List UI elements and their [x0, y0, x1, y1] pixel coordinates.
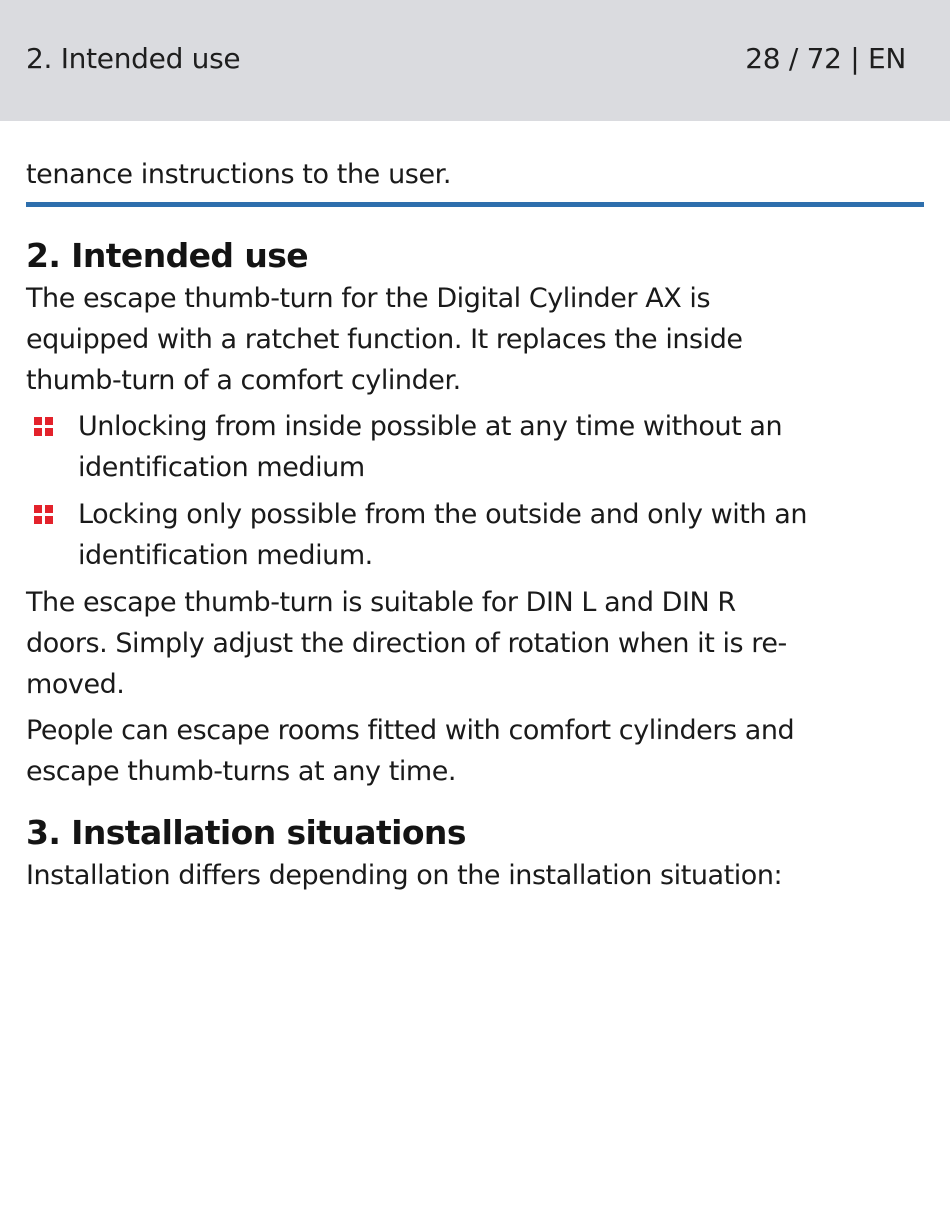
feature-list [26, 406, 924, 576]
section-divider [26, 202, 924, 207]
installation-intro: Installation differs depending on the installation situation: [26, 860, 783, 891]
continued-text: tenance instructions to the user. [26, 159, 452, 190]
din-paragraph [26, 582, 924, 705]
list-item-line: Locking only possible from the outside and only with an [78, 499, 807, 530]
list-item [26, 406, 924, 488]
list-item-line: identification medium. [78, 540, 373, 571]
list-item-line: identification medium [78, 452, 365, 483]
section-heading-installation-situations: 3. Installation situations [26, 813, 466, 852]
din-line: moved. [26, 669, 125, 700]
header-page-indicator: 28 / 72 | EN [745, 42, 906, 75]
escape-paragraph [26, 710, 924, 792]
page-header [0, 0, 950, 121]
din-line: doors. Simply adjust the direction of rotation when it is re- [26, 628, 787, 659]
din-line: The escape thumb-turn is suitable for DIN L and DIN R [26, 587, 736, 618]
continued-text-block [26, 121, 924, 202]
escape-line: People can escape rooms fitted with comfort cylinders and [26, 715, 795, 746]
list-item-line: Unlocking from inside possible at any time without an [78, 411, 783, 442]
escape-line: escape thumb-turns at any time. [26, 756, 457, 787]
intro-line: thumb-turn of a comfort cylinder. [26, 365, 461, 396]
intro-line: equipped with a ratchet function. It replaces the inside [26, 324, 743, 355]
page-content [0, 121, 950, 896]
list-item [26, 494, 924, 576]
section-heading-intended-use: 2. Intended use [26, 236, 309, 275]
header-section-title: 2. Intended use [26, 42, 241, 75]
red-four-squares-bullet-icon [34, 417, 54, 437]
intro-line: The escape thumb-turn for the Digital Cylinder AX is [26, 283, 711, 314]
intro-paragraph [26, 278, 924, 401]
red-four-squares-bullet-icon [34, 505, 54, 525]
